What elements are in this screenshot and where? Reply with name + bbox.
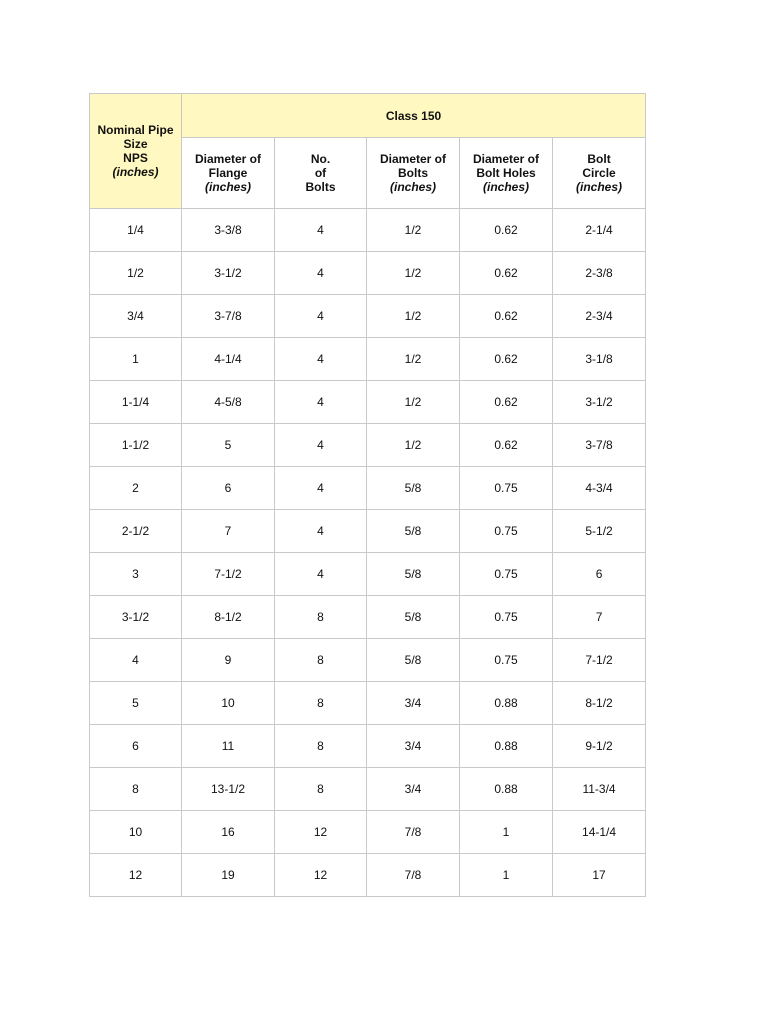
flange-diameter-cell: 6: [182, 467, 275, 510]
number-of-bolts-cell: 8: [275, 596, 367, 639]
number-of-bolts-cell: 4: [275, 252, 367, 295]
header-line: Nominal Pipe: [97, 123, 174, 137]
bolt-diameter-cell: 3/4: [367, 768, 460, 811]
table-row: [90, 252, 646, 295]
header-line: Bolt: [587, 152, 611, 166]
number-of-bolts-cell: 8: [275, 682, 367, 725]
nominal-pipe-size-cell: 1/4: [90, 209, 182, 252]
class-150-header: Class 150: [182, 94, 646, 138]
bolt-circle-cell: 7-1/2: [553, 639, 646, 682]
column-header-bolt-hole-diameter: [460, 138, 553, 209]
nominal-pipe-size-cell: 5: [90, 682, 182, 725]
bolt-circle-cell: 2-3/8: [553, 252, 646, 295]
bolt-diameter-cell: 7/8: [367, 811, 460, 854]
column-header-number-of-bolts: [275, 138, 367, 209]
bolt-hole-diameter-cell: 0.75: [460, 639, 553, 682]
table-header: [90, 94, 646, 209]
bolt-circle-cell: 3-1/2: [553, 381, 646, 424]
bolt-circle-cell: 11-3/4: [553, 768, 646, 811]
flange-diameter-cell: 7: [182, 510, 275, 553]
number-of-bolts-cell: 4: [275, 338, 367, 381]
number-of-bolts-cell: 4: [275, 209, 367, 252]
nominal-pipe-size-cell: 1-1/2: [90, 424, 182, 467]
flange-diameter-cell: 8-1/2: [182, 596, 275, 639]
flange-diameter-cell: 13-1/2: [182, 768, 275, 811]
number-of-bolts-cell: 8: [275, 768, 367, 811]
column-header-bolt-diameter: [367, 138, 460, 209]
table-row: [90, 596, 646, 639]
number-of-bolts-cell: 12: [275, 854, 367, 897]
table-row: [90, 553, 646, 596]
bolt-hole-diameter-cell: 0.75: [460, 467, 553, 510]
header-line: Diameter of: [379, 152, 447, 166]
header-line: Bolts: [305, 180, 336, 194]
bolt-diameter-cell: 1/2: [367, 338, 460, 381]
header-unit: (inches): [112, 165, 159, 179]
bolt-diameter-cell: 1/2: [367, 295, 460, 338]
flange-diameter-cell: 4-5/8: [182, 381, 275, 424]
bolt-circle-cell: 6: [553, 553, 646, 596]
bolt-hole-diameter-cell: 0.75: [460, 596, 553, 639]
bolt-circle-cell: 7: [553, 596, 646, 639]
table-row: [90, 467, 646, 510]
nominal-pipe-size-header: [90, 94, 182, 209]
bolt-diameter-cell: 3/4: [367, 725, 460, 768]
bolt-diameter-cell: 5/8: [367, 510, 460, 553]
table-row: [90, 424, 646, 467]
table-row: [90, 295, 646, 338]
bolt-diameter-cell: 5/8: [367, 553, 460, 596]
bolt-hole-diameter-cell: 1: [460, 854, 553, 897]
bolt-diameter-cell: 7/8: [367, 854, 460, 897]
flange-diameter-cell: 16: [182, 811, 275, 854]
header-line: No.: [310, 152, 331, 166]
flange-dimensions-table: [89, 93, 646, 897]
header-line: Size: [123, 137, 148, 151]
nominal-pipe-size-cell: 3-1/2: [90, 596, 182, 639]
flange-diameter-cell: 10: [182, 682, 275, 725]
table-row: [90, 510, 646, 553]
header-line: Diameter of: [472, 152, 540, 166]
header-line: Flange: [208, 166, 248, 180]
flange-diameter-cell: 11: [182, 725, 275, 768]
number-of-bolts-cell: 4: [275, 381, 367, 424]
bolt-diameter-cell: 3/4: [367, 682, 460, 725]
header-line: of: [314, 166, 327, 180]
table-row: [90, 381, 646, 424]
table-row: [90, 209, 646, 252]
bolt-hole-diameter-cell: 0.62: [460, 381, 553, 424]
bolt-circle-cell: 5-1/2: [553, 510, 646, 553]
header-line: Bolt Holes: [476, 166, 536, 180]
bolt-diameter-cell: 1/2: [367, 424, 460, 467]
header-unit: (inches): [576, 180, 623, 194]
header-unit: (inches): [204, 180, 251, 194]
table-row: [90, 338, 646, 381]
bolt-diameter-cell: 1/2: [367, 209, 460, 252]
flange-diameter-cell: 4-1/4: [182, 338, 275, 381]
bolt-hole-diameter-cell: 0.75: [460, 553, 553, 596]
table-row: [90, 682, 646, 725]
nominal-pipe-size-cell: 3: [90, 553, 182, 596]
number-of-bolts-cell: 8: [275, 725, 367, 768]
table-row: [90, 725, 646, 768]
number-of-bolts-cell: 4: [275, 467, 367, 510]
table-row: [90, 639, 646, 682]
header-line: Circle: [582, 166, 616, 180]
bolt-hole-diameter-cell: 0.75: [460, 510, 553, 553]
header-line: NPS: [123, 151, 148, 165]
table-row: [90, 811, 646, 854]
number-of-bolts-cell: 4: [275, 510, 367, 553]
nominal-pipe-size-cell: 12: [90, 854, 182, 897]
flange-diameter-cell: 7-1/2: [182, 553, 275, 596]
nominal-pipe-size-cell: 2-1/2: [90, 510, 182, 553]
flange-diameter-cell: 19: [182, 854, 275, 897]
flange-diameter-cell: 3-1/2: [182, 252, 275, 295]
bolt-hole-diameter-cell: 0.62: [460, 424, 553, 467]
bolt-circle-cell: 9-1/2: [553, 725, 646, 768]
bolt-hole-diameter-cell: 0.88: [460, 682, 553, 725]
number-of-bolts-cell: 4: [275, 295, 367, 338]
bolt-circle-cell: 3-7/8: [553, 424, 646, 467]
header-unit: (inches): [389, 180, 436, 194]
bolt-circle-cell: 8-1/2: [553, 682, 646, 725]
bolt-diameter-cell: 1/2: [367, 381, 460, 424]
column-header-flange-diameter: [182, 138, 275, 209]
bolt-diameter-cell: 5/8: [367, 467, 460, 510]
table-row: [90, 768, 646, 811]
flange-diameter-cell: 9: [182, 639, 275, 682]
nominal-pipe-size-cell: 1/2: [90, 252, 182, 295]
table-body: [90, 209, 646, 897]
bolt-circle-cell: 14-1/4: [553, 811, 646, 854]
flange-diameter-cell: 3-7/8: [182, 295, 275, 338]
bolt-hole-diameter-cell: 0.62: [460, 295, 553, 338]
header-unit: (inches): [482, 180, 529, 194]
nominal-pipe-size-cell: 2: [90, 467, 182, 510]
bolt-hole-diameter-cell: 0.62: [460, 209, 553, 252]
number-of-bolts-cell: 4: [275, 553, 367, 596]
bolt-hole-diameter-cell: 0.62: [460, 338, 553, 381]
bolt-circle-cell: 4-3/4: [553, 467, 646, 510]
nominal-pipe-size-cell: 4: [90, 639, 182, 682]
bolt-hole-diameter-cell: 0.88: [460, 725, 553, 768]
table-row: [90, 854, 646, 897]
nominal-pipe-size-cell: 8: [90, 768, 182, 811]
number-of-bolts-cell: 4: [275, 424, 367, 467]
number-of-bolts-cell: 8: [275, 639, 367, 682]
flange-diameter-cell: 3-3/8: [182, 209, 275, 252]
bolt-circle-cell: 2-3/4: [553, 295, 646, 338]
bolt-hole-diameter-cell: 1: [460, 811, 553, 854]
number-of-bolts-cell: 12: [275, 811, 367, 854]
bolt-hole-diameter-cell: 0.88: [460, 768, 553, 811]
header-line: Diameter of: [194, 152, 262, 166]
nominal-pipe-size-cell: 3/4: [90, 295, 182, 338]
column-header-bolt-circle: [553, 138, 646, 209]
header-line: Bolts: [398, 166, 428, 180]
bolt-diameter-cell: 5/8: [367, 639, 460, 682]
bolt-circle-cell: 3-1/8: [553, 338, 646, 381]
bolt-circle-cell: 17: [553, 854, 646, 897]
nominal-pipe-size-cell: 10: [90, 811, 182, 854]
bolt-diameter-cell: 5/8: [367, 596, 460, 639]
flange-diameter-cell: 5: [182, 424, 275, 467]
bolt-hole-diameter-cell: 0.62: [460, 252, 553, 295]
nominal-pipe-size-cell: 1: [90, 338, 182, 381]
nominal-pipe-size-cell: 1-1/4: [90, 381, 182, 424]
bolt-diameter-cell: 1/2: [367, 252, 460, 295]
nominal-pipe-size-cell: 6: [90, 725, 182, 768]
bolt-circle-cell: 2-1/4: [553, 209, 646, 252]
